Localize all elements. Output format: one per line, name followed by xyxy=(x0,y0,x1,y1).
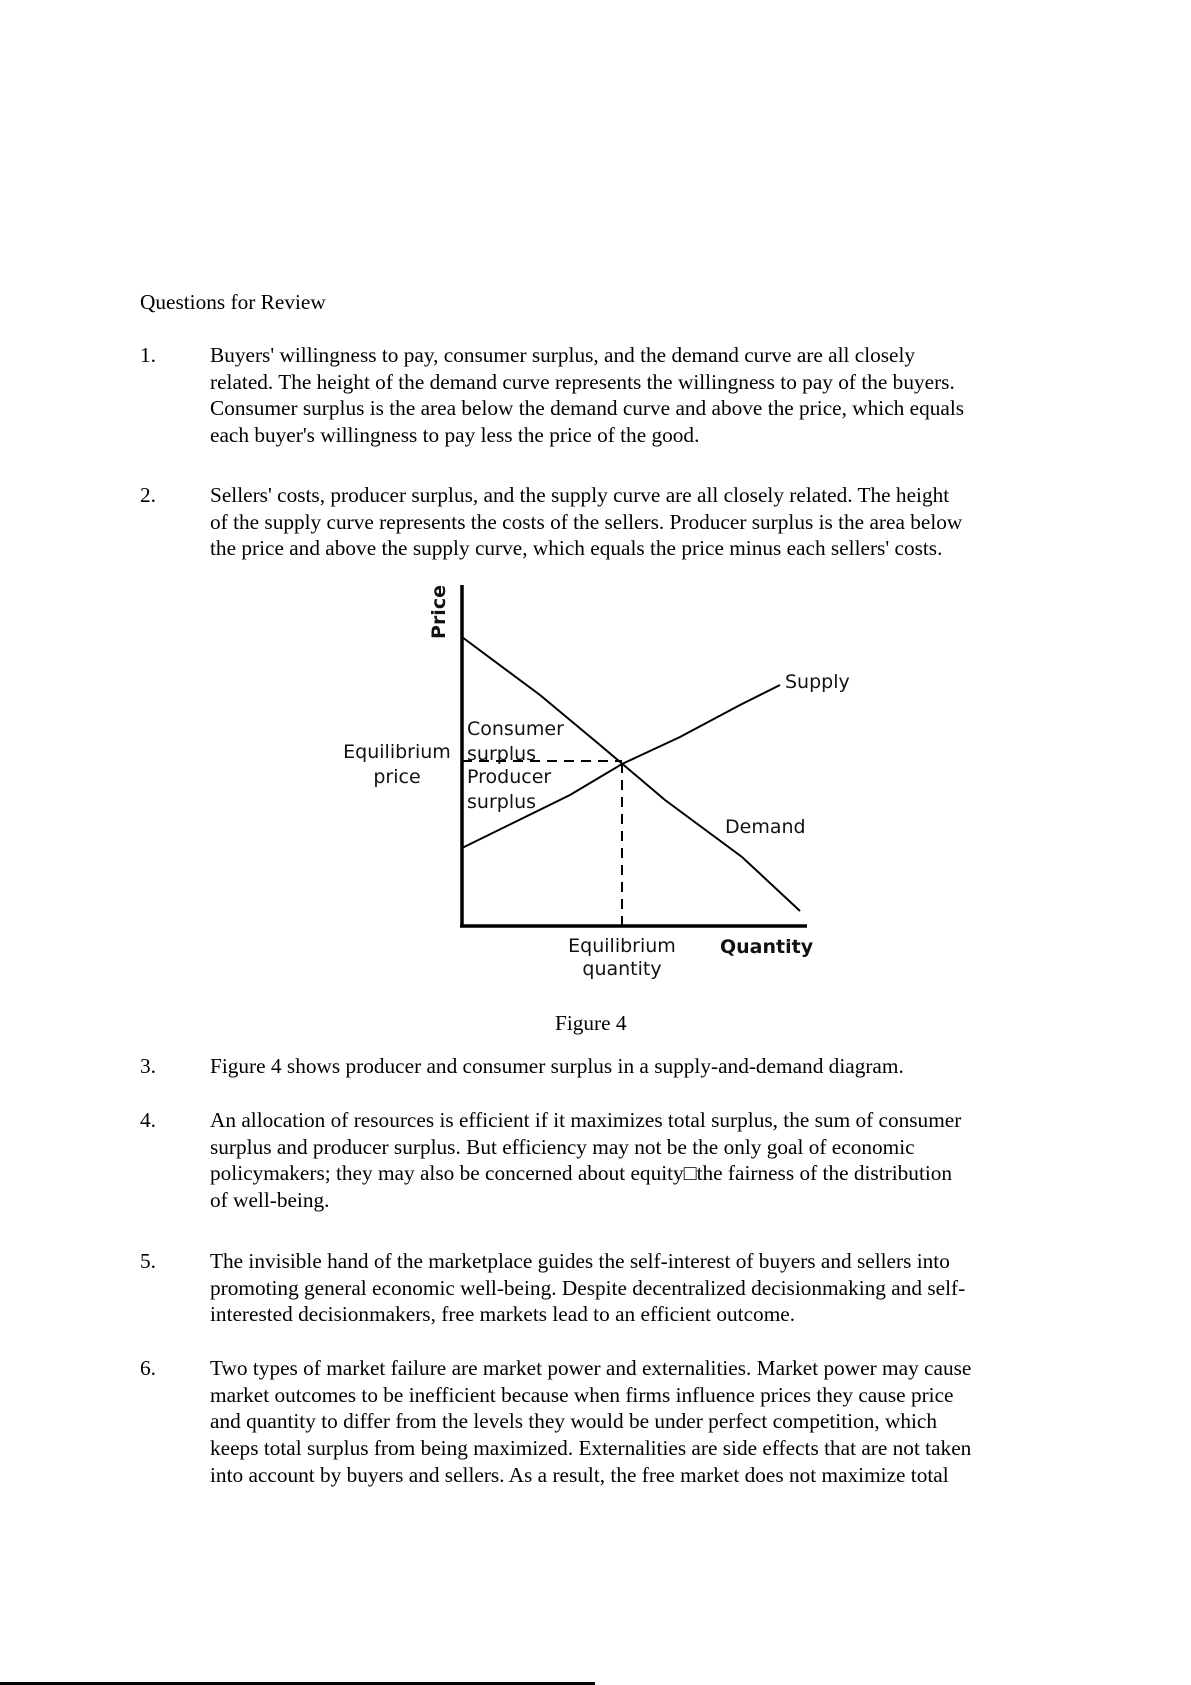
item-text xyxy=(210,482,1060,562)
item-number: 6. xyxy=(140,1356,156,1380)
label-line: surplus xyxy=(467,791,537,813)
equilibrium-quantity-label xyxy=(567,935,677,981)
text-line: The invisible hand of the marketplace guides the self-interest of buyers and sellers into xyxy=(210,1249,950,1273)
item-text xyxy=(210,1107,1060,1214)
page-heading: Questions for Review xyxy=(140,290,326,314)
label-line: quantity xyxy=(582,958,662,980)
item-text xyxy=(210,1248,1060,1328)
item-text xyxy=(210,1053,1060,1080)
item-number: 3. xyxy=(140,1054,156,1078)
producer-surplus-label xyxy=(467,765,551,815)
y-axis-label: Price xyxy=(427,585,450,639)
text-line: Sellers' costs, producer surplus, and the supply curve are all closely related. The height xyxy=(210,483,950,507)
text-line: into account by buyers and sellers. As a result, the free market does not maximize total xyxy=(210,1462,949,1487)
x-axis-label: Quantity xyxy=(720,936,814,958)
item-text xyxy=(210,1355,1060,1489)
equilibrium-price-label xyxy=(342,740,452,790)
text-line: keeps total surplus from being maximized. Externalities are side effects that are not taken xyxy=(210,1436,972,1461)
supply-demand-figure xyxy=(300,575,880,995)
text-line: Two types of market failure are market power and externalities. Market power may cause xyxy=(210,1356,972,1380)
text-line: each buyer's willingness to pay less the price of the good. xyxy=(210,423,700,448)
label-line: Producer xyxy=(467,766,552,788)
text-line: related. The height of the demand curve represents the willingness to pay of the buyers. xyxy=(210,369,955,394)
text-line: policymakers; they may also be concerned about equity□the fairness of the distribution xyxy=(210,1161,953,1186)
item-text xyxy=(210,342,1060,449)
consumer-surplus-label xyxy=(467,717,564,767)
item-number: 4. xyxy=(140,1108,156,1132)
item-number: 2. xyxy=(140,483,156,507)
label-line: Equilibrium xyxy=(343,741,451,763)
item-number: 5. xyxy=(140,1249,156,1273)
label-line: price xyxy=(373,766,421,788)
label-line: Consumer xyxy=(467,718,564,740)
text-line: of the supply curve represents the costs of the sellers. Producer surplus is the area below xyxy=(210,509,963,534)
text-line: market outcomes to be inefficient because when firms influence prices they cause price xyxy=(210,1382,954,1407)
text-line: Consumer surplus is the area below the demand curve and above the price, which equals xyxy=(210,396,965,421)
figure-caption: Figure 4 xyxy=(555,1011,627,1035)
label-line: Equilibrium xyxy=(568,935,676,957)
demand-label: Demand xyxy=(725,816,806,838)
text-line: promoting general economic well-being. Despite decentralized decisionmaking and self- xyxy=(210,1275,966,1300)
text-line: Buyers' willingness to pay, consumer surplus, and the demand curve are all closely xyxy=(210,343,916,367)
label-line: surplus xyxy=(467,743,537,765)
supply-label: Supply xyxy=(785,671,850,693)
item-number: 1. xyxy=(140,343,156,367)
text-line: surplus and producer surplus. But efficiency may not be the only goal of economic xyxy=(210,1134,915,1159)
text-line: Figure 4 shows producer and consumer surplus in a supply-and-demand diagram. xyxy=(210,1054,904,1078)
text-line: of well-being. xyxy=(210,1188,330,1213)
text-line: An allocation of resources is efficient if it maximizes total surplus, the sum of consumer xyxy=(210,1108,962,1132)
text-line: and quantity to differ from the levels they would be under perfect competition, which xyxy=(210,1409,938,1434)
text-line: the price and above the supply curve, which equals the price minus each sellers' costs. xyxy=(210,536,943,561)
text-line: interested decisionmakers, free markets lead to an efficient outcome. xyxy=(210,1302,796,1327)
